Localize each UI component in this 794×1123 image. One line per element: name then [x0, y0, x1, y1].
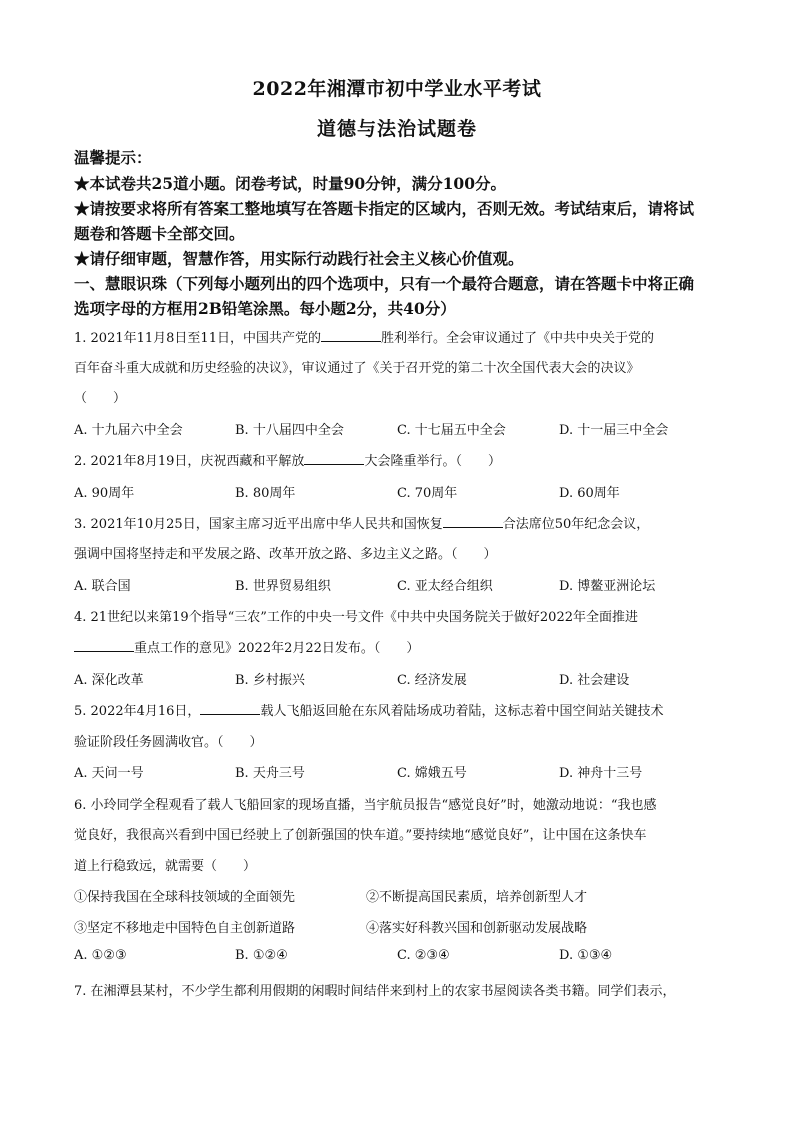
- q1-option-c: C. 十七届五中全会: [397, 423, 506, 438]
- q4-option-d: D. 社会建设: [559, 673, 630, 688]
- q1-option-d: D. 十一届三中全会: [559, 423, 669, 438]
- q5-option-d: D. 神舟十三号: [559, 766, 643, 781]
- q3-option-c: C. 亚太经合组织: [397, 579, 493, 594]
- q5-option-c: C. 嫦娥五号: [397, 766, 467, 781]
- question-3-line-1: 3. 2021年10月25日，国家主席习近平出席中华人民共和国恢复 合法席位50年纪念会议，: [74, 517, 650, 532]
- question-4-line-1: 4. 21世纪以来第19个指导“三农”工作的中央一号文件《中共中央国务院关于做好2022年全面推进: [74, 610, 638, 625]
- q4-option-c: C. 经济发展: [397, 673, 467, 688]
- q6-option-d: D. ①③④: [559, 948, 613, 963]
- question-6-line-3: 道上行稳致远，就需要（ ）: [74, 859, 257, 874]
- tip-line-3: 题卷和答题卡全部交回。: [74, 224, 245, 243]
- q6-option-a: A. ①②③: [74, 948, 127, 963]
- question-3-line-2: 强调中国将坚持走和平发展之路、改革开放之路、多边主义之路。（ ）: [74, 547, 497, 562]
- answer-blank: [304, 452, 364, 465]
- q2-option-b: B. 80周年: [235, 486, 296, 501]
- tip-line-1: ★本试卷共25道小题。闭卷考试，时量90分钟，满分100分。: [74, 174, 506, 193]
- question-1-line-1: 1. 2021年11月8日至11日，中国共产党的 胜利举行。全会审议通过了《中共中央关于党的: [74, 331, 654, 346]
- tip-line-2: ★请按要求将所有答案工整地填写在答题卡指定的区域内，否则无效。考试结束后，请将试: [74, 199, 695, 218]
- question-1-line-3: （ ）: [74, 391, 127, 406]
- tip-line-4: ★请仔细审题，智慧作答，用实际行动践行社会主义核心价值观。: [74, 249, 524, 268]
- q1-option-b: B. 十八届四中全会: [235, 423, 344, 438]
- q2-option-a: A. 90周年: [74, 486, 135, 501]
- question-7-line-1: 7. 在湘潭县某村，不少学生都利用假期的闲暇时间结伴来到村上的农家书屋阅读各类书籍。同学们表示，: [74, 984, 676, 999]
- answer-blank: [443, 515, 503, 528]
- question-4-line-2: 重点工作的意见》2022年2月22日发布。（ ）: [74, 637, 419, 656]
- q3-option-a: A. 联合国: [74, 579, 131, 594]
- q6-option-b: B. ①②④: [235, 948, 288, 963]
- q5-option-b: B. 天舟三号: [235, 766, 305, 781]
- q6-statement-4: ④落实好科教兴国和创新驱动发展战略: [366, 921, 588, 936]
- question-2-line-1: 2. 2021年8月19日，庆祝西藏和平解放 大会隆重举行。（ ）: [74, 454, 501, 469]
- q2-option-c: C. 70周年: [397, 486, 458, 501]
- q3-option-d: D. 博鳌亚洲论坛: [559, 579, 656, 594]
- question-6-line-2: 觉良好，我很高兴看到中国已经驶上了创新强国的快车道。”要持续地“感觉良好”，让中国在这条快车: [74, 828, 647, 843]
- exam-subtitle: 道德与法治试题卷: [316, 118, 477, 140]
- q5-option-a: A. 天问一号: [74, 766, 144, 781]
- q6-statement-3: ③坚定不移地走中国特色自主创新道路: [74, 921, 296, 936]
- answer-blank: [321, 329, 381, 342]
- exam-title: 2022年湘潭市初中学业水平考试: [252, 78, 542, 100]
- q4-option-a: A. 深化改革: [74, 673, 144, 688]
- q6-statement-1: ①保持我国在全球科技领域的全面领先: [74, 890, 296, 905]
- question-5-line-1: 5. 2022年4月16日， 载人飞船返回舱在东风着陆场成功着陆，这标志着中国空间站关键技术: [74, 704, 664, 719]
- q6-option-c: C. ②③④: [397, 948, 450, 963]
- section-heading-line-1: 一、慧眼识珠（下列每小题列出的四个选项中，只有一个最符合题意，请在答题卡中将正确: [74, 274, 695, 293]
- question-6-line-1: 6. 小玲同学全程观看了载人飞船回家的现场直播，当宇航员报告“感觉良好”时，她激动地说：“我也感: [74, 798, 657, 813]
- q4-option-b: B. 乡村振兴: [235, 673, 305, 688]
- q2-option-d: D. 60周年: [559, 486, 620, 501]
- answer-blank: [200, 702, 260, 715]
- question-5-line-2: 验证阶段任务圆满收官。（ ）: [74, 735, 263, 750]
- q6-statement-2: ②不断提高国民素质，培养创新型人才: [366, 890, 588, 905]
- question-1-line-2: 百年奋斗重大成就和历史经验的决议》，审议通过了《关于召开党的第二十次全国代表大会的决议》: [74, 361, 640, 376]
- answer-blank: [74, 639, 134, 652]
- tips-label: 温馨提示：: [74, 148, 152, 167]
- q1-option-a: A. 十九届六中全会: [74, 423, 183, 438]
- q3-option-b: B. 世界贸易组织: [235, 579, 331, 594]
- section-heading-line-2: 选项字母的方框用2B铅笔涂黑。每小题2分，共40分）: [74, 299, 456, 318]
